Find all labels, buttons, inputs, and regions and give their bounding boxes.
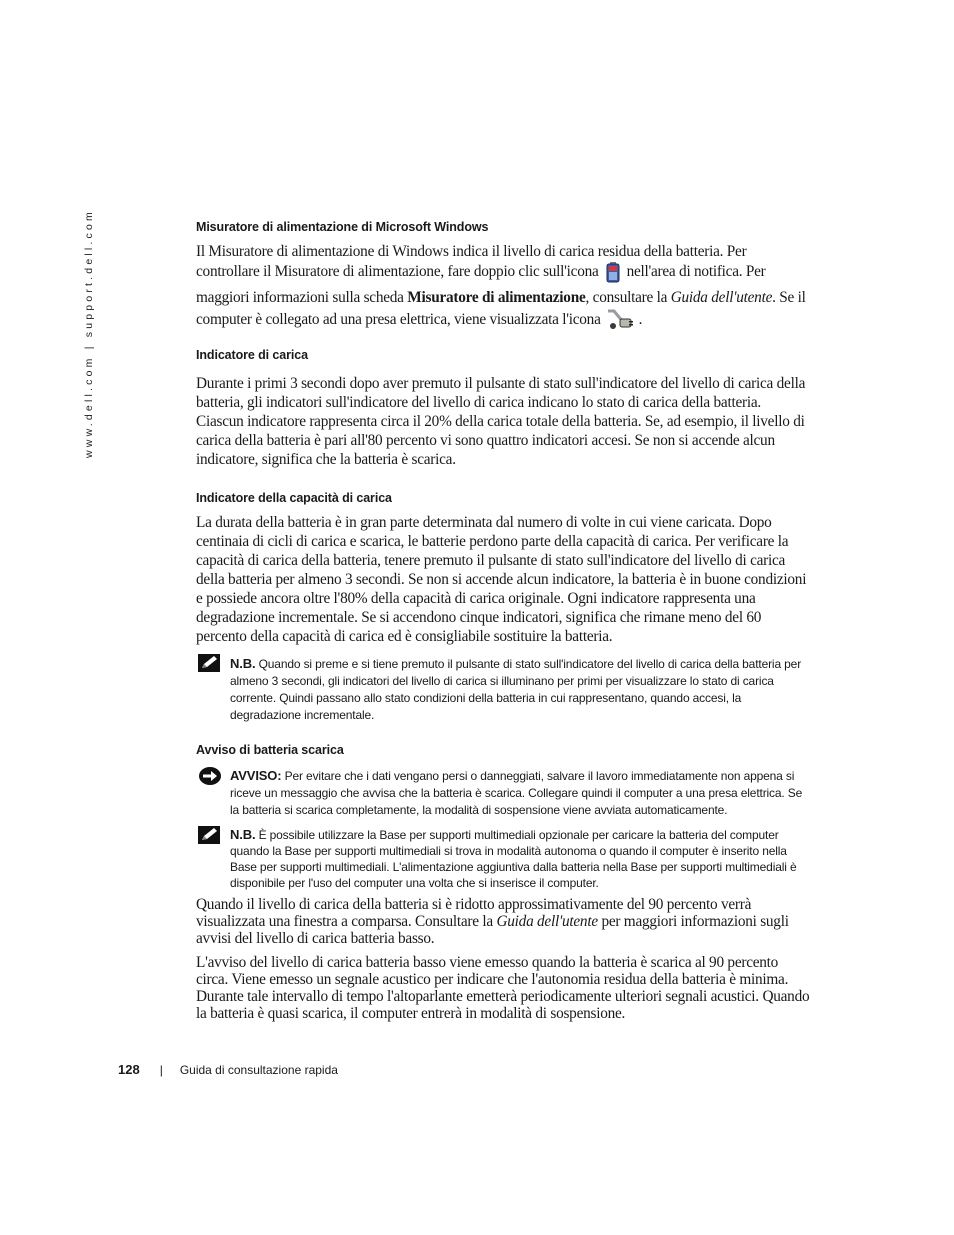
- notice-low-battery: [196, 767, 812, 819]
- section-heading-health-gauge: Indicatore della capacità di carica: [196, 491, 392, 505]
- note-media-base: [196, 827, 812, 891]
- power-plug-icon: [605, 307, 635, 336]
- page-content: [196, 218, 812, 1022]
- section-heading-low-battery: Avviso di batteria scarica: [196, 743, 344, 757]
- page-number: 128: [118, 1062, 140, 1077]
- note-pencil-icon: [198, 826, 220, 848]
- footer-separator: |: [159, 1063, 163, 1077]
- charge-gauge-paragraph: Durante i primi 3 secondi dopo aver premuto il pulsante di stato sull'indicatore del livello di carica della batteria, gli indicatori sull'indicatore del livello di carica indicano lo stato di carica della batteria. Ciascun indicatore rappresenta circa il 20% della carica totale della batteria. Se, ad esempio, il livello di carica della batteria è pari all'80 percento vi sono quattro indicatori accesi. Se non si accende alcun indicatore, significa che la batteria è scarica.: [196, 375, 806, 468]
- battery-icon: [603, 261, 623, 288]
- power-meter-paragraph: Il Misuratore di alimentazione di Windows indica il livello di carica residua della batteria. Per controllare il Misuratore di alimentazione, fare doppio clic sull'icona nell'area di notifica. Per maggiori informazioni sulla scheda Misuratore di alimentazione, consultare la Guida dell'utente. Se il computer è collegato ad una presa elettrica, viene visualizzata l'icona .: [196, 242, 812, 336]
- note-text: È possibile utilizzare la Base per supporti multimediali opzionale per caricare la batteria del computer quando la Base per supporti multimediali si trova in modalità autonoma o quando il computer è inserito nella Base per supporti multimediali. L'alimentazione aggiuntiva dalla batteria nella Base per supporti multimediali è disponibile per l'uso del computer una volta che si inserisce il computer.: [230, 828, 797, 890]
- note-pencil-icon: [198, 654, 220, 677]
- notice-arrow-icon: [198, 766, 222, 791]
- note-health-gauge: [196, 655, 812, 724]
- low-battery-paragraph-2: L'avviso del livello di carica batteria basso viene emesso quando la batteria è scarica al 90 percento circa. Viene emesso un segnale acustico per indicare che l'autonomia residua della batteria è minima. Durante tale intervallo di tempo l'altoparlante emetterà periodicamente ulteriori segnali acustici. Quando la batteria è quasi scarica, il computer entrerà in modalità di sospensione.: [196, 954, 810, 1022]
- sidebar-url: www.dell.com | support.dell.com: [83, 209, 95, 458]
- note-label: N.B.: [230, 656, 256, 671]
- footer-title: Guida di consultazione rapida: [179, 1063, 338, 1077]
- health-gauge-paragraph: La durata della batteria è in gran parte determinata dal numero di volte in cui viene caricata. Dopo centinaia di cicli di carica e scarica, le batterie perdono parte della capacità di carica. Per verificare la capacità di carica della batteria, tenere premuto il pulsante di stato sull'indicatore del livello di carica della batteria per almeno 3 secondi. Se non si accende alcun indicatore, la batteria è in buone condizioni e possiede ancora oltre l'80% della capacità di carica originale. Ogni indicatore rappresenta una degradazione incrementale. Se si accendono cinque indicatori, significa che rimane meno del 60 percento della capacità di carica ed è consigliabile sostituire la batteria.: [196, 514, 807, 645]
- section-heading-power-meter: Misuratore di alimentazione di Microsoft Windows: [196, 220, 489, 234]
- note-label: N.B.: [230, 827, 256, 842]
- section-heading-charge-gauge: Indicatore di carica: [196, 348, 308, 362]
- low-battery-paragraph-1: Quando il livello di carica della batteria si è ridotto approssimativamente del 90 percento verrà visualizzata una finestra a comparsa. Consultare la Guida dell'utente per maggiori informazioni sugli avvisi del livello di carica batteria basso.: [196, 896, 789, 947]
- notice-text: Per evitare che i dati vengano persi o danneggiati, salvare il lavoro immediatamente non appena si riceve un messaggio che avvisa che la batteria è scarica. Collegare quindi il computer a una presa elettrica. Se la batteria si scarica completamente, la modalità di sospensione viene avviata automaticamente.: [230, 769, 803, 817]
- note-text: Quando si preme e si tiene premuto il pulsante di stato sull'indicatore del livello di carica della batteria per almeno 3 secondi, gli indicatori del livello di carica si illuminano per primi per visualizzare lo stato di carica corrente. Quindi passano allo stato condizioni della batteria in cui rappresentano, quando accesi, la degradazione incrementale.: [230, 657, 802, 722]
- page-footer: [118, 1062, 338, 1077]
- notice-label: AVVISO:: [230, 768, 282, 783]
